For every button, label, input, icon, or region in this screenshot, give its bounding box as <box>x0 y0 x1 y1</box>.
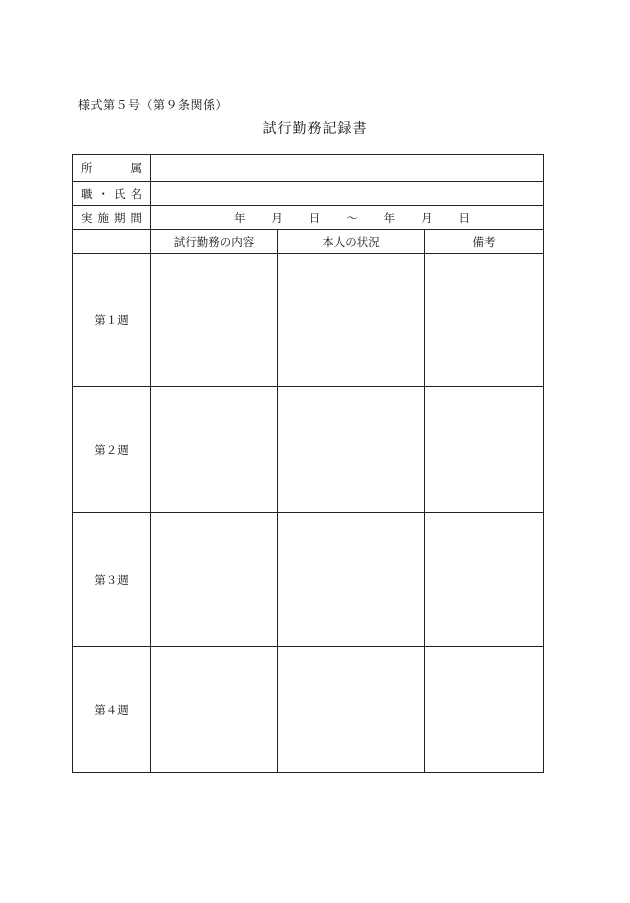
end-month-label: 月 <box>421 210 433 225</box>
week1-status-field[interactable] <box>278 254 425 387</box>
week-label: 第４週 <box>73 647 151 773</box>
position-name-label <box>73 186 150 202</box>
label-char: 実 <box>81 210 93 225</box>
week4-remarks-field[interactable] <box>425 647 544 773</box>
column-header-row <box>73 230 544 254</box>
period-label <box>73 210 150 226</box>
start-year-label: 年 <box>233 210 246 225</box>
label-char: 属 <box>130 161 142 175</box>
period-value-field[interactable] <box>151 206 544 230</box>
position-name-label-cell <box>73 182 151 206</box>
position-name-value-field[interactable] <box>151 182 544 206</box>
week4-status-field[interactable] <box>278 647 425 773</box>
week3-content-field[interactable] <box>151 513 278 647</box>
week3-status-field[interactable] <box>278 513 425 647</box>
period-row <box>73 206 544 230</box>
week2-status-field[interactable] <box>278 387 425 513</box>
week-label: 第３週 <box>73 513 151 647</box>
document-title: 試行勤務記録書 <box>262 121 368 137</box>
label-char: 所 <box>81 161 93 175</box>
form-number: 様式第５号（第９条関係） <box>78 98 229 112</box>
week-label: 第２週 <box>73 387 151 513</box>
start-month-label: 月 <box>271 210 283 225</box>
week1-remarks-field[interactable] <box>425 254 544 387</box>
end-year-label: 年 <box>383 210 396 225</box>
week1-content-field[interactable] <box>151 254 278 387</box>
affiliation-label <box>73 160 150 176</box>
position-name-row <box>73 182 544 206</box>
affiliation-value-field[interactable] <box>151 155 544 182</box>
week3-remarks-field[interactable] <box>425 513 544 647</box>
label-char: 職 <box>81 186 93 201</box>
label-char: 氏 <box>114 186 126 201</box>
week-row <box>73 513 544 647</box>
week4-content-field[interactable] <box>151 647 278 773</box>
column-header-status: 本人の状況 <box>278 230 425 254</box>
header-blank-cell <box>73 230 151 254</box>
week2-remarks-field[interactable] <box>425 387 544 513</box>
period-label-cell <box>73 206 151 230</box>
period-date-range <box>151 210 543 226</box>
label-char: 間 <box>130 210 142 225</box>
range-separator: ～ <box>346 210 358 225</box>
label-char: 施 <box>97 210 109 225</box>
week2-content-field[interactable] <box>151 387 278 513</box>
week-label: 第１週 <box>73 254 151 387</box>
label-char: ・ <box>97 186 109 201</box>
record-table <box>72 154 544 773</box>
start-day-label: 日 <box>308 210 321 225</box>
end-day-label: 日 <box>458 210 470 225</box>
column-header-content: 試行勤務の内容 <box>151 230 278 254</box>
affiliation-row <box>73 155 544 182</box>
week-row <box>73 387 544 513</box>
label-char: 名 <box>130 186 142 201</box>
week-row <box>73 647 544 773</box>
week-row <box>73 254 544 387</box>
affiliation-label-cell <box>73 155 151 182</box>
label-char: 期 <box>114 210 126 225</box>
column-header-remarks: 備考 <box>425 230 544 254</box>
